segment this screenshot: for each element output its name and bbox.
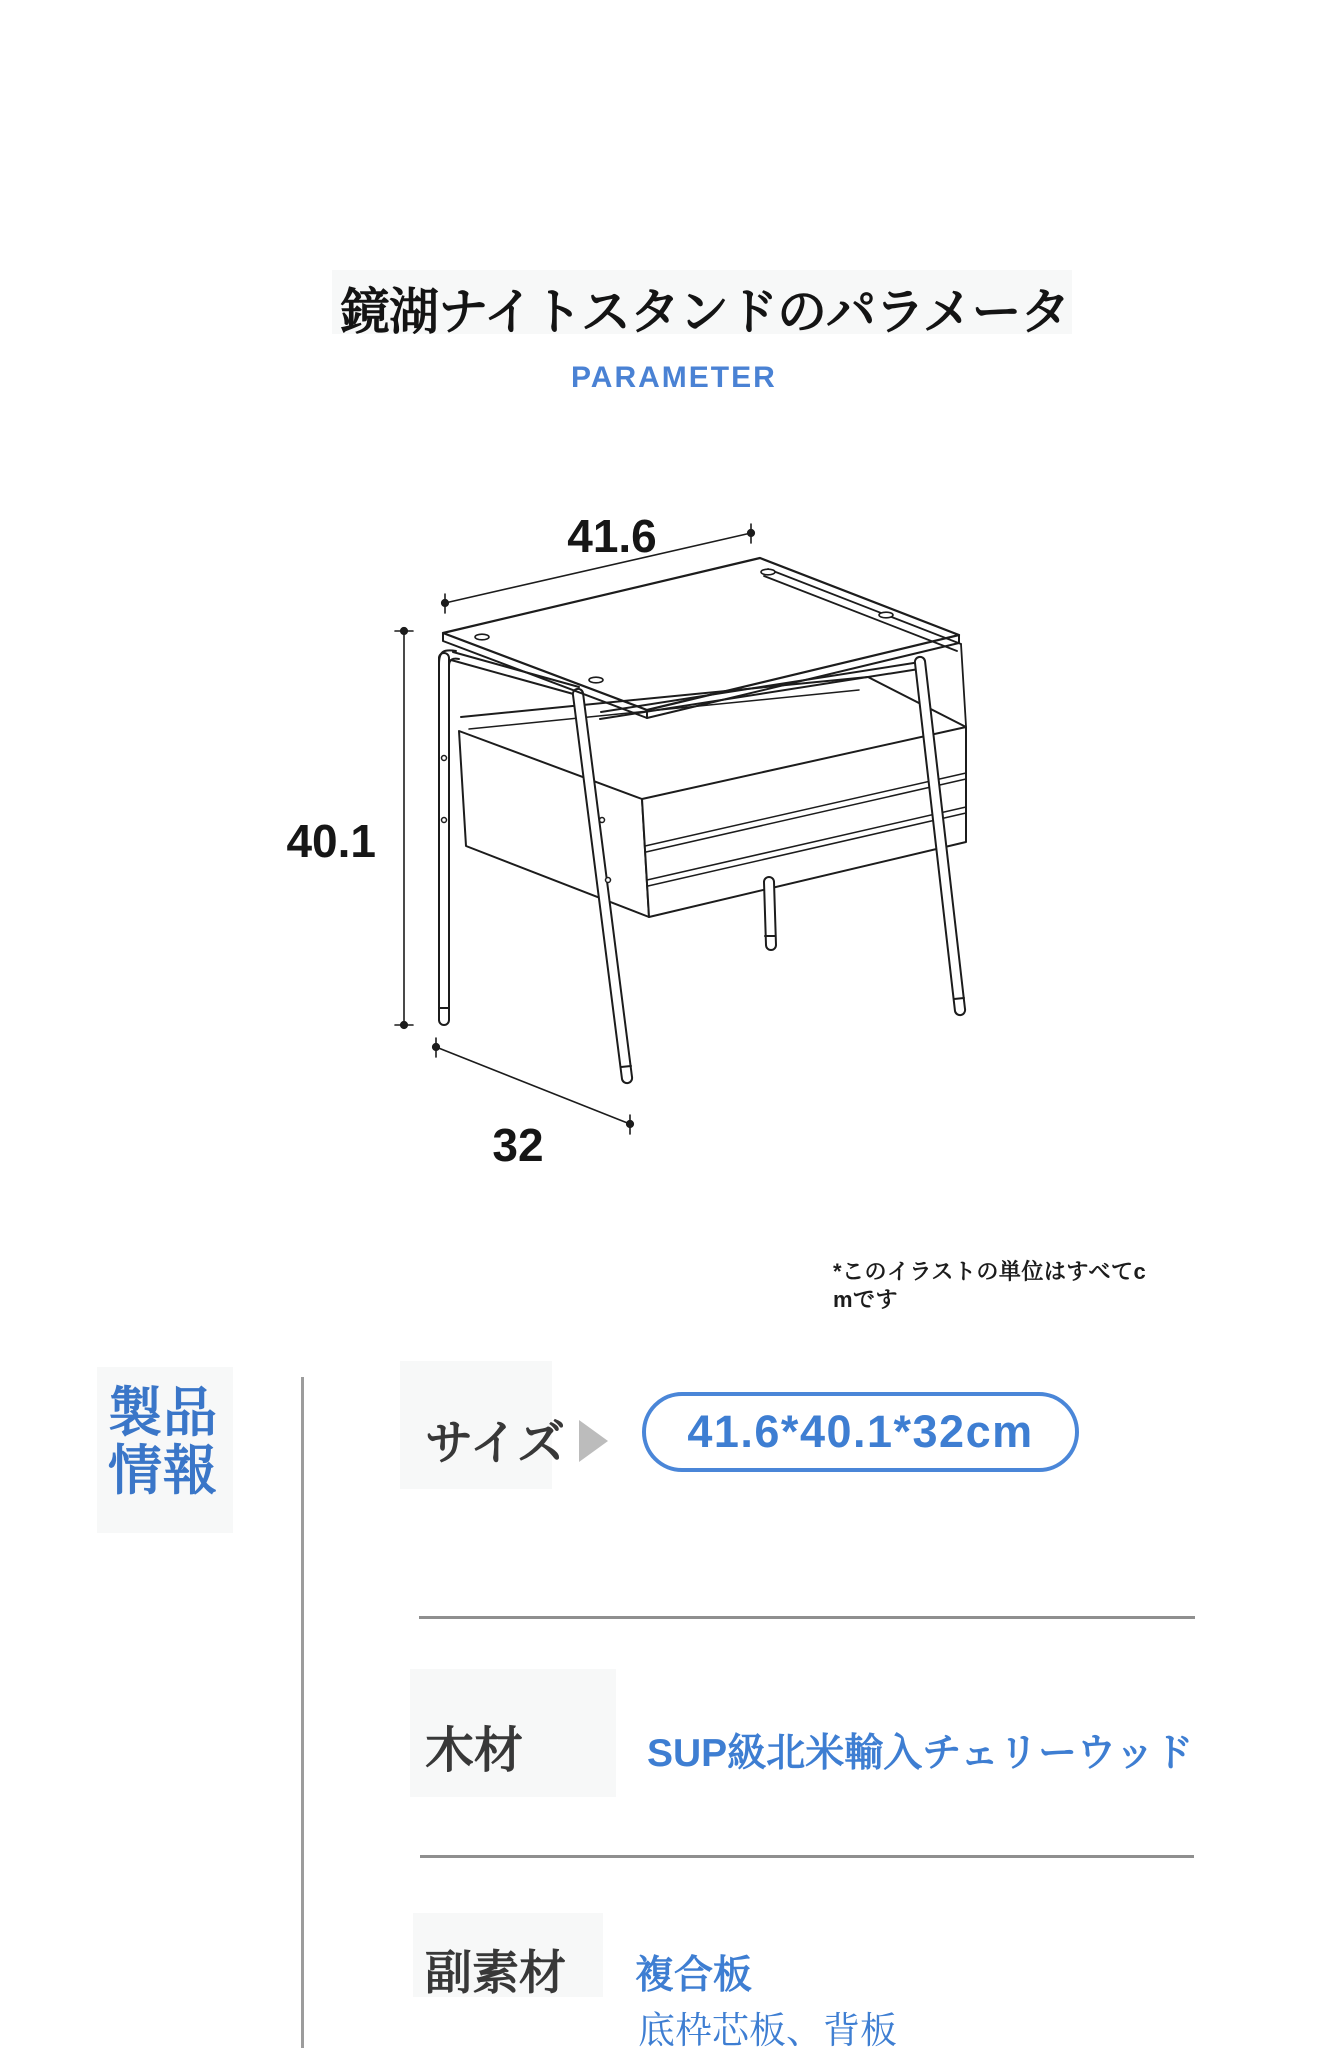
- nightstand-diagram: [260, 500, 1040, 1220]
- unit-note-line2: mです: [833, 1287, 899, 1312]
- back-leg: [764, 877, 776, 950]
- unit-note: [833, 1258, 1173, 1314]
- underframe-lines: [764, 569, 966, 726]
- size-value: 41.6*40.1*32cm: [687, 1406, 1034, 1457]
- dimension-height: [395, 628, 413, 1029]
- left-rail: [451, 652, 579, 695]
- unit-note-line1: *このイラストの単位はすべてc: [833, 1259, 1147, 1284]
- page-title: 鏡湖ナイトスタンドのパラメータ: [340, 284, 1070, 340]
- section-title: [108, 1384, 218, 1500]
- arrow-right-icon: [579, 1420, 608, 1462]
- dim-depth-label: 32: [492, 1119, 544, 1171]
- sub-material-value: 複合板: [635, 1954, 753, 1997]
- left-leg: [439, 650, 459, 1025]
- sub-material-label: 副素材: [425, 1946, 566, 1999]
- sub-material-detail: 底枠芯板、背板: [638, 2010, 897, 2048]
- size-value-pill: [642, 1392, 1079, 1472]
- divider: [420, 1855, 1194, 1858]
- size-label: サイズ: [425, 1417, 566, 1470]
- dim-width-label: 41.6: [567, 510, 657, 562]
- drawer-box: [459, 677, 966, 917]
- page-subtitle: PARAMETER: [571, 361, 777, 394]
- section-title-line2: 情報: [108, 1441, 218, 1501]
- section-title-line1: 製品: [108, 1383, 218, 1443]
- wood-label: 木材: [425, 1724, 524, 1778]
- dim-height-label: 40.1: [286, 815, 376, 867]
- wood-value: SUP級北米輸入チェリーウッド: [647, 1732, 1194, 1775]
- divider: [419, 1616, 1195, 1619]
- vertical-divider: [301, 1377, 304, 2048]
